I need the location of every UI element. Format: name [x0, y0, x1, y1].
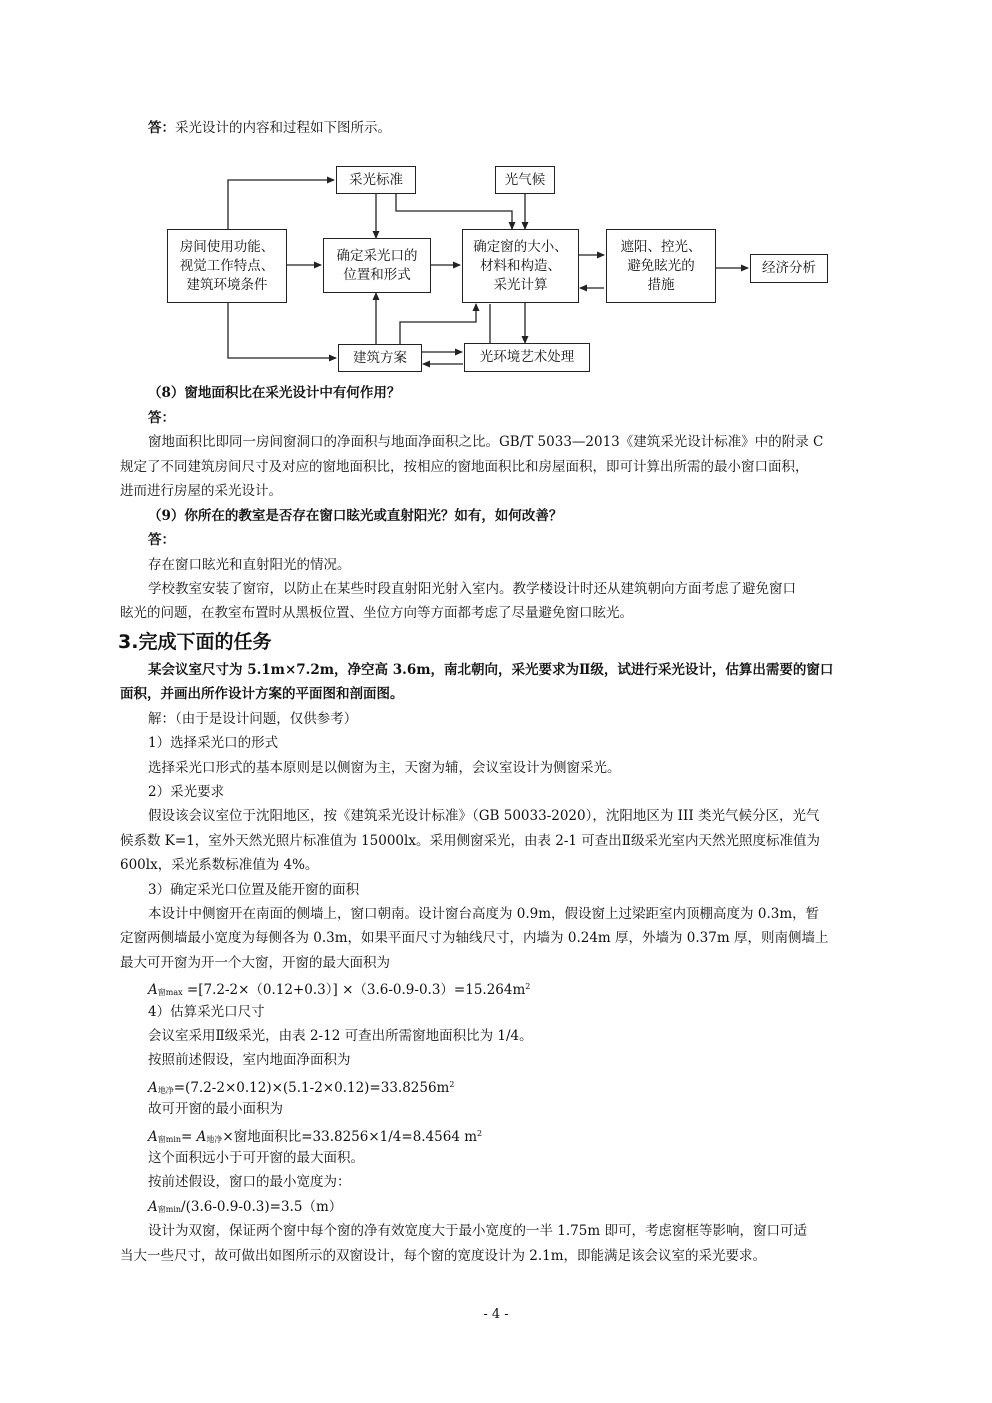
step4-title: 4）估算采光口尺寸	[148, 1004, 265, 1020]
intro-text: 采光设计的内容和过程如下图所示。	[175, 120, 391, 136]
step2-line: 候系数 K=1，室外天然光照片标准值为 15000lx。采用侧窗采光，由表 2-1 可查出Ⅱ级采光室内天然光照度标准值为	[120, 833, 820, 849]
formula-min-window-area: $A_{窗min}= A_{地净}\times$窗地面积比=33.8256×1/4=8.4564 $m^2$	[148, 1129, 483, 1145]
box-glare-control: 遮阳、控光、 避免眩光的 措施	[606, 229, 716, 303]
answer-label: 答：	[148, 120, 175, 136]
q9-answer-line: 眩光的问题，在教室布置时从黑板位置、坐位方向等方面都考虑了尽量避免窗口眩光。	[120, 605, 633, 621]
step3-line: 最大可开窗为开一个大窗，开窗的最大面积为	[120, 955, 390, 971]
q9-answer-label: 答：	[148, 532, 175, 548]
q9-answer-line: 学校教室安装了窗帘，以防止在某些时段直射阳光射入室内。教学楼设计时还从建筑朝向方面考虑了避免窗口	[148, 581, 796, 597]
box-daylight-standard: 采光标准	[336, 166, 416, 194]
box-economic-analysis: 经济分析	[750, 254, 828, 283]
task-line: 某会议室尺寸为 5.1m×7.2m，净空高 3.6m，南北朝向，采光要求为Ⅱ级，试进行采光设计，估算出需要的窗口	[148, 662, 834, 678]
q8-answer-line: 规定了不同建筑房间尺寸及对应的窗地面积比，按相应的窗地面积比和房屋面积，即可计算出所需的最小窗口面积，	[120, 459, 809, 475]
step3-line: 定窗两侧墙最小宽度为每侧各为 0.3m，如果平面尺寸为轴线尺寸，内墙为 0.24m 厚，外墙为 0.37m 厚，则南侧墙上	[120, 930, 829, 946]
task-line: 面积，并画出所作设计方案的平面图和剖面图。	[120, 686, 404, 702]
floor-area-intro: 按照前述假设，室内地面净面积为	[148, 1052, 351, 1068]
box-window-size: 确定窗的大小、 材料和构造、 采光计算	[462, 229, 579, 303]
compare-text: 这个面积远小于可开窗的最大面积。	[148, 1150, 364, 1166]
question-8: （8）窗地面积比在采光设计中有何作用？	[148, 385, 401, 401]
question-9: （9）你所在的教室是否存在窗口眩光或直射阳光？如有，如何改善？	[148, 508, 563, 524]
formula-max-window-area: $A_{窗max} =[7.2-2\times(0.12+0.3)] \times(3.6-0.9-0.3)=15.264m^2$	[148, 982, 531, 998]
box-opening-position: 确定采光口的 位置和形式	[323, 238, 431, 293]
page-number: - 4 -	[483, 1307, 509, 1322]
final-line: 设计为双窗，保证两个窗中每个窗的净有效宽度大于最小宽度的一半 1.75m 即可，考虑窗框等影响，窗口可适	[148, 1223, 807, 1239]
box-light-environment-art: 光环境艺术处理	[464, 343, 590, 372]
step1-text: 选择采光口形式的基本原则是以侧窗为主，天窗为辅，会议室设计为侧窗采光。	[148, 760, 621, 776]
q8-answer-line: 窗地面积比即同一房间窗洞口的净面积与地面净面积之比。GB/T 5033—2013《建筑采光设计标准》中的附录 C	[148, 434, 824, 450]
solution-label: 解：（由于是设计问题，仅供参考）	[148, 711, 358, 727]
step1-title: 1）选择采光口的形式	[148, 735, 279, 751]
q9-answer-line: 存在窗口眩光和直射阳光的情况。	[148, 557, 351, 573]
formula-min-width: $A_{窗min}/(3.6-0.9-0.3)=3.5(m)$	[148, 1199, 343, 1215]
diagram-connectors	[0, 0, 992, 400]
step3-title: 3）确定采光口位置及能开窗的面积	[148, 882, 360, 898]
step2-line: 假设该会议室位于沈阳地区，按《建筑采光设计标准》（GB 50033-2020），沈阳地区为 III 类光气候分区，光气	[148, 808, 820, 824]
section-heading: 3.完成下面的任务	[118, 631, 272, 653]
width-intro: 按前述假设，窗口的最小宽度为：	[148, 1174, 351, 1190]
min-area-intro: 故可开窗的最小面积为	[148, 1101, 283, 1117]
box-architectural-scheme: 建筑方案	[338, 344, 422, 372]
step2-title: 2）采光要求	[148, 784, 225, 800]
step3-line: 本设计中侧窗开在南面的侧墙上，窗口朝南。设计窗台高度为 0.9m，假设窗上过梁距室内顶棚高度为 0.3m，暂	[148, 906, 820, 922]
q8-answer-line: 进而进行房屋的采光设计。	[120, 483, 282, 499]
box-light-climate: 光气候	[495, 166, 555, 194]
final-line: 当大一些尺寸，故可做出如图所示的双窗设计，每个窗的宽度设计为 2.1m，即能满足该会议室的采光要求。	[120, 1248, 767, 1264]
formula-floor-net-area: $A_{地净}=(7.2-2\times 0.12)\times(5.1-2\times 0.12)=33.8256m^2$	[148, 1080, 455, 1096]
box-room-conditions: 房间使用功能、 视觉工作特点、 建筑环境条件	[167, 229, 287, 303]
q8-answer-label: 答：	[148, 410, 175, 426]
step2-line: 600lx，采光系数标准值为 4%。	[120, 857, 319, 873]
step4-text: 会议室采用Ⅱ级采光，由表 2-12 可查出所需窗地面积比为 1/4。	[148, 1028, 533, 1044]
